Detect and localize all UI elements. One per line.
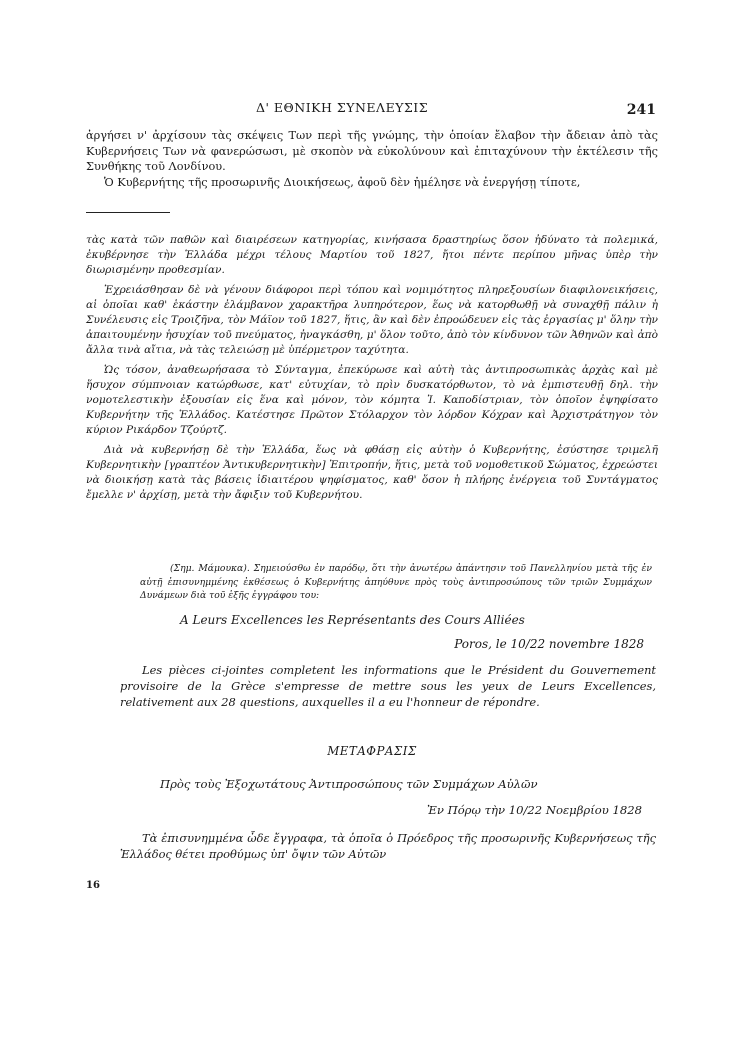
signature-mark: 16 [86, 880, 100, 891]
editor-note [140, 562, 652, 603]
letter-body-text: Les pièces ci-jointes completent les informations que le Président du Gouvernement provisoire de la Grèce s'empresse de mettre sous les yeux de Leurs Excellences, relativement aux 28 questions, auxquelles il a eu l'honneur de répondre. [120, 663, 656, 709]
main-paragraph: ἀργήσει ν' ἀρχίσουν τὰς σκέψεις Των περὶ τῆς γνώμης, τὴν ὁποίαν ἔλαβον τὴν ἄδειαν ἀπὸ τὰς Κυβερνήσεις Των νὰ φανερώσωσι, μὲ σκοπὸν νὰ εὐκολύνουν καὶ ἐπιταχύνουν τὴν ἐκτέλεσιν τῆς Συνθήκης τοῦ Λονδίνου. [86, 129, 658, 174]
running-head: Δ' ΕΘΝΙΚΗ ΣΥΝΕΛΕΥΣΙΣ [256, 100, 429, 115]
letter-date: Poros, le 10/22 novembre 1828 [454, 637, 644, 651]
footnote-separator [86, 212, 170, 213]
editor-note-text: (Σημ. Μάμουκα). Σημειούσθω ἐν παρόδῳ, ὅτι τὴν ἀνωτέρω ἀπάντησιν τοῦ Πανελληνίου μετὰ τῆς ἐν αὐτῇ ἐπισυνημμένης ἐκθέσεως ὁ Κυβερνήτης ἀπηύθυνε πρὸς τοὺς ἀντιπροσώπους τῶν τριῶν Συμμάχων Δυνάμεων διὰ τοῦ ἑξῆς ἐγγράφου του: [140, 563, 652, 601]
translation-body [120, 830, 656, 862]
main-text [86, 128, 658, 190]
translation-body-text: Τὰ ἐπισυνημμένα ὧδε ἔγγραφα, τὰ ὁποῖα ὁ Πρόεδρος τῆς προσωρινῆς Κυβερνήσεως τῆς Ἑλλάδος θέτει προθύμως ὑπ' ὄψιν τῶν Αὐτῶν [120, 831, 656, 861]
footnote-paragraph: Διὰ νὰ κυβερνήσῃ δὲ τὴν Ἑλλάδα, ἕως νὰ φθάσῃ εἰς αὐτὴν ὁ Κυβερνήτης, ἐσύστησε τριμελῆ Κυβερνητικὴν [γραπτέον Ἀντικυβερνητικὴν] Ἐπιτροπήν, ἥτις, μετὰ τοῦ νομοθετικοῦ Σώματος, ἐχρεώστει νὰ διοικήσῃ κατὰ τὰς βάσεις ἰδιαιτέρου ψηφίσματος, καθ' ὅσον ἡ πλήρης ἐνέργεια τοῦ Συντάγματος ἔμελλε ν' ἀρχίσῃ, μετὰ τὴν ἄφιξιν τοῦ Κυβερνήτου. [86, 443, 658, 502]
footnote-paragraph: τὰς κατὰ τῶν παθῶν καὶ διαιρέσεων κατηγορίας, κινήσασα δραστηρίως ὅσον ἠδύνατο τὰ πολεμικά, ἐκυβέρνησε τὴν Ἑλλάδα μέχρι τέλους Μαρτίου τοῦ 1827, ἤτοι πέντε περίπου μῆνας ὑπὲρ τὴν διωρισμένην προθεσμίαν. [86, 234, 658, 277]
main-paragraph: Ὁ Κυβερνήτης τῆς προσωρινῆς Διοικήσεως, ἀφοῦ δὲν ἠμέλησε νὰ ἐνεργήσῃ τίποτε, [104, 175, 581, 189]
translation-title: ΜΕΤΑΦΡΑΣΙΣ [327, 744, 417, 758]
footnote [86, 233, 658, 507]
page-number: 241 [626, 102, 656, 118]
letter-address: A Leurs Excellences les Représentants des Cours Alliées [180, 613, 525, 627]
translation-date: Ἐν Πόρῳ τὴν 10/22 Νοεμβρίου 1828 [426, 803, 642, 817]
footnote-paragraph: Ἐχρειάσθησαν δὲ νὰ γένουν διάφοροι περὶ τόπου καὶ νομιμότητος πληρεξουσίων διαφιλονεικήσεις, αἱ ὁποῖαι καθ' ἑκάστην ἐλάμβανον χαρακτῆρα λυπηρότερον, ἕως νὰ κατορθωθῇ νὰ συναχθῇ πάλιν ἡ Συνέλευσις εἰς Τροιζῆνα, τὸν Μάϊον τοῦ 1827, ἥτις, ἂν καὶ δὲν ἐπροώδευεν εἰς τὰς ἐργασίας μ' ὅλην τὴν ἀπαιτουμένην ἡσυχίαν τοῦ πνεύματος, ἠναγκάσθη, μ' ὅλον τοῦτο, ἀπὸ τὸν κίνδυνον τῶν Ἀθηνῶν καὶ ἀπὸ ἄλλα τινὰ αἴτια, νὰ τὰς τελειώσῃ μὲ ὑπέρμετρον ταχύτητα. [86, 283, 658, 357]
translation-address: Πρὸς τοὺς Ἐξοχωτάτους Ἀντιπροσώπους τῶν Συμμάχων Αὐλῶν [160, 777, 538, 791]
footnote-paragraph: Ὡς τόσον, ἀναθεωρήσασα τὸ Σύνταγμα, ἐπεκύρωσε καὶ αὐτὴ τὰς ἀντιπροσωπικὰς ἀρχὰς καὶ μὲ ἥσυχον σύμπνοιαν κατώρθωσε, κατ' εὐτυχίαν, τὸ πρὶν δυσκατόρθωτον, τὸ νὰ ἐμπιστευθῇ δηλ. τὴν νομοτελεστικὴν ἐξουσίαν εἰς ἕνα καὶ μόνον, τὸν κόμητα Ἰ. Καποδίστριαν, τὸν ὁποῖον ἐψηφίσατο Κυβερνήτην τῆς Ἑλλάδος. Κατέστησε Πρῶτον Στόλαρχον τὸν λόρδον Κόχραν καὶ Ἀρχιστράτηγον τὸν κύριον Ρικάρδον Τζούρτζ. [86, 363, 658, 437]
greek-translation [120, 776, 656, 862]
page-header [86, 100, 656, 120]
letter-body [120, 662, 656, 710]
french-letter [120, 612, 656, 710]
